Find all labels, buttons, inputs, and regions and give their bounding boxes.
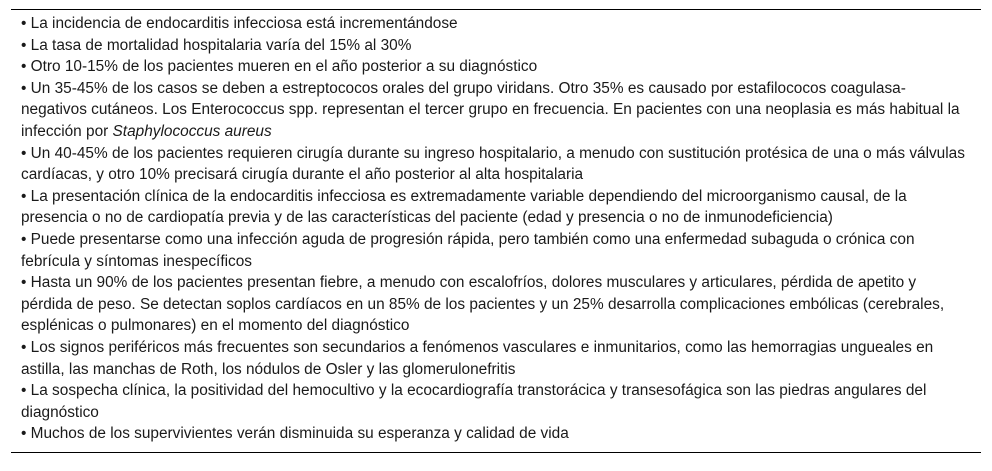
bullet-item: • Otro 10-15% de los pacientes mueren en el año posterior a su diagnóstico <box>21 58 538 76</box>
bullet-item: • Puede presentarse como una infección aguda de progresión rápida, pero también como una enfermedad subaguda o crónica con febrícula y síntomas inespecíficos <box>21 230 915 270</box>
bullet-item: • Muchos de los supervivientes verán disminuida su esperanza y calidad de vida <box>21 425 569 443</box>
bullet-item: • Un 40-45% de los pacientes requieren cirugía durante su ingreso hospitalario, a menudo con sustitución protésica de una o más válvulas cardíacas, y otro 10% precisará cirugía durante el año posterior al alta hospitalaria <box>21 144 965 184</box>
table-cell <box>11 10 981 452</box>
bullet-item: • La tasa de mortalidad hospitalaria varía del 15% al 30% <box>21 36 412 54</box>
bullet-item: • La incidencia de endocarditis infecciosa está incrementándose <box>21 15 458 32</box>
bullet-item-text: • Un 35-45% de los casos se deben a estreptococos orales del grupo viridans. Otro 35% es causado por estafilococos coagulasa-negativos cutáneos. Los Enterococcus spp. representan el tercer grupo en frecuencia. En pacientes con una neoplasia es más habitual la infección por <box>21 79 960 140</box>
bullet-item: • La sospecha clínica, la positividad del hemocultivo y la ecocardiografía transtorácica y transesofágica son las piedras angulares del diagnóstico <box>21 382 927 421</box>
bullet-item: • Los signos periféricos más frecuentes son secundarios a fenómenos vasculares e inmunitarios, como las hemorragias ungueales en astilla, las manchas de Roth, los nódulos de Osler y las glomerulonefritis <box>21 338 934 378</box>
bullet-item: • La presentación clínica de la endocarditis infecciosa es extremadamente variable dependiendo del microorganismo causal, de la presencia o no de cardiopatía previa y de las características del paciente (edad y presencia o no de inmunodeficiencia) <box>21 187 907 227</box>
summary-table <box>11 9 981 453</box>
bullet-item-with-italic <box>21 78 971 143</box>
bullet-item: • Hasta un 90% de los pacientes presentan fiebre, a menudo con escalofríos, dolores musculares y articulares, pérdida de apetito y pérdida de peso. Se detectan soplos cardíacos en un 85% de los pacientes y un 25% desarrolla complicaciones embólicas (cerebrales, esplénicas o pulmonares) en el momento del diagnóstico <box>21 274 945 335</box>
italic-organism-name: Staphylococcus aureus <box>112 122 272 140</box>
